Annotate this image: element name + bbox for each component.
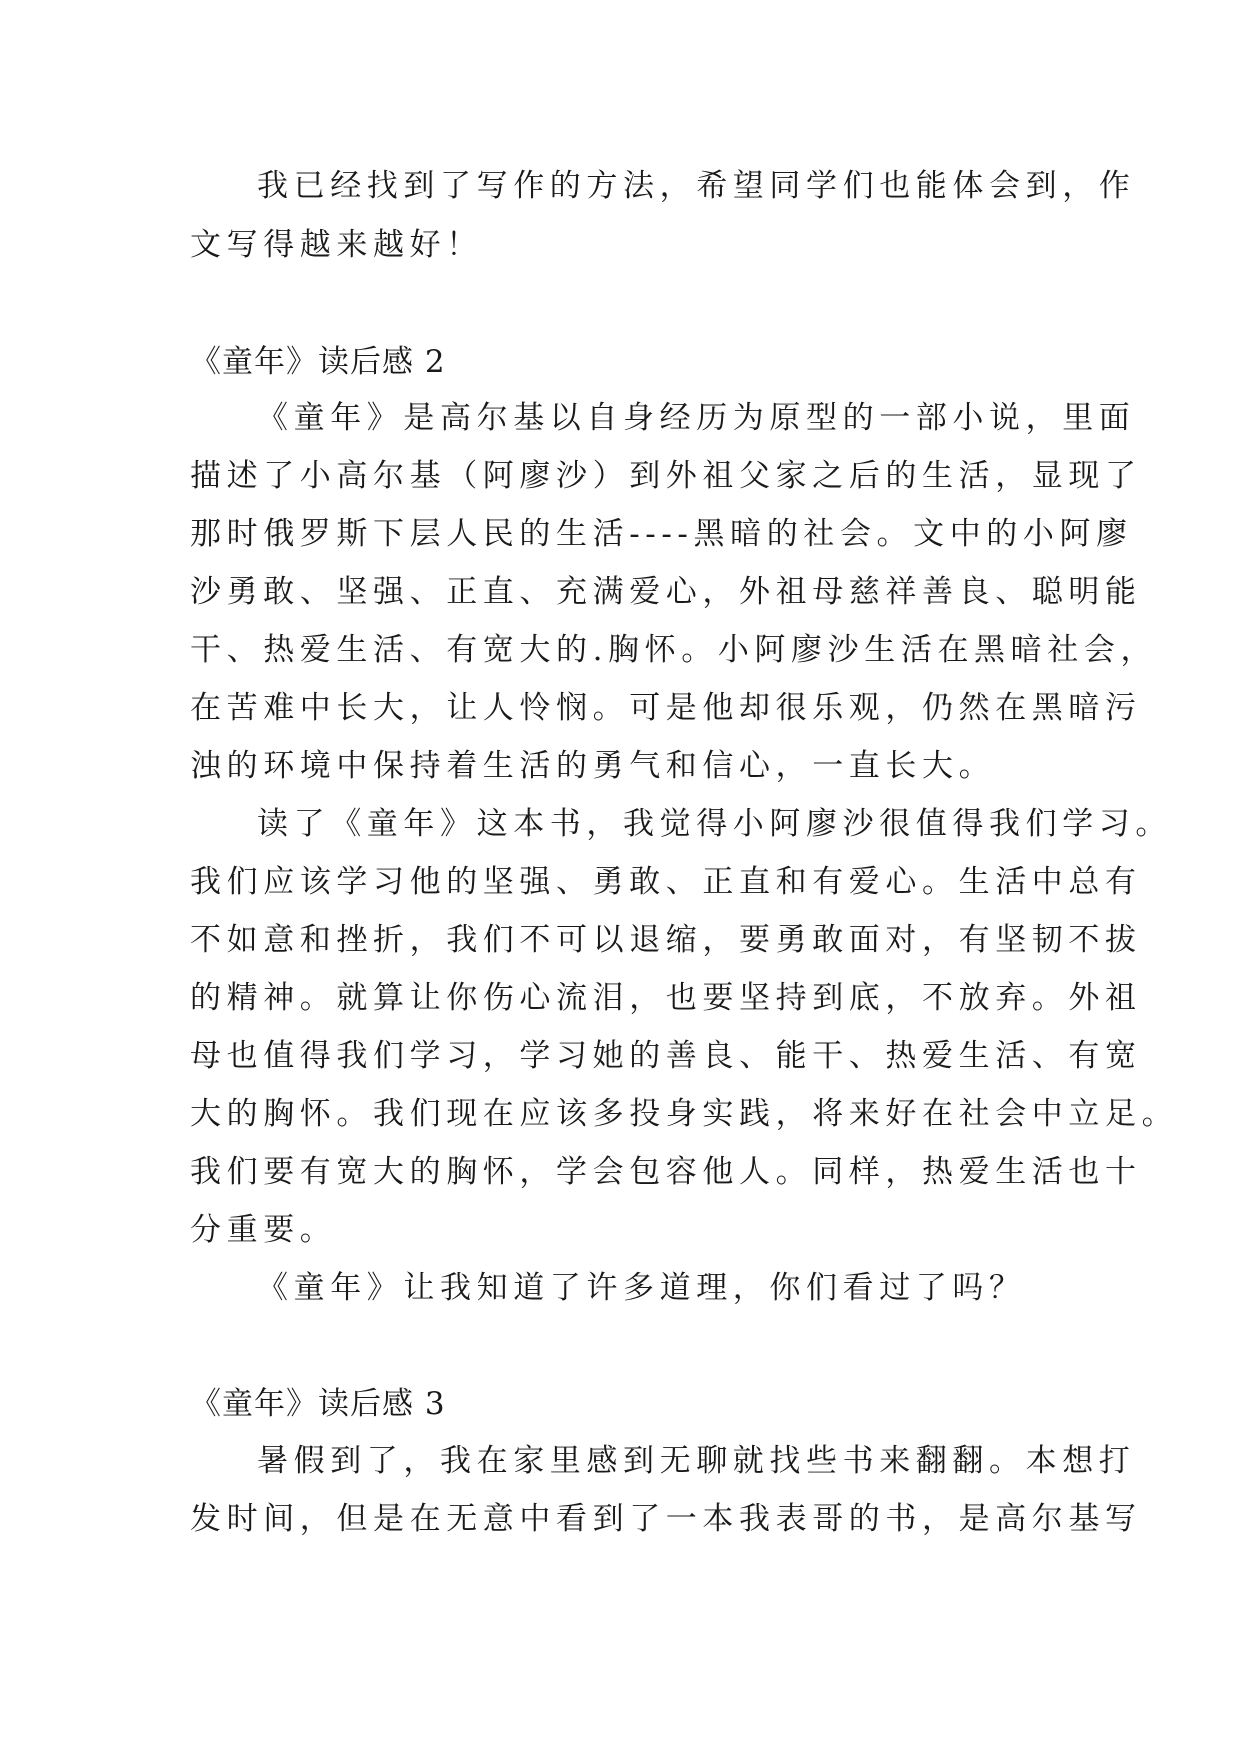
paragraph-line: 大的胸怀。我们现在应该多投身实践，将来好在社会中立足。 bbox=[190, 1096, 1179, 1132]
paragraph-line: 的精神。就算让你伤心流泪，也要坚持到底，不放弃。外祖 bbox=[190, 980, 1142, 1016]
paragraph-line: 《童年》让我知道了许多道理，你们看过了吗？ bbox=[257, 1270, 1026, 1306]
paragraph-line: 描述了小高尔基（阿廖沙）到外祖父家之后的生活，显现了 bbox=[190, 458, 1142, 494]
paragraph-line: 文写得越来越好！ bbox=[190, 227, 483, 263]
paragraph-line: 沙勇敢、坚强、正直、充满爱心，外祖母慈祥善良、聪明能 bbox=[190, 574, 1142, 610]
section-heading: 《童年》读后感 3 bbox=[190, 1386, 446, 1422]
paragraph-line: 浊的环境中保持着生活的勇气和信心，一直长大。 bbox=[190, 748, 996, 784]
paragraph-line: 母也值得我们学习，学习她的善良、能干、热爱生活、有宽 bbox=[190, 1038, 1142, 1074]
paragraph-line: 发时间，但是在无意中看到了一本我表哥的书，是高尔基写 bbox=[190, 1501, 1142, 1537]
paragraph-line: 分重要。 bbox=[190, 1212, 337, 1248]
paragraph-line: 那时俄罗斯下层人民的生活----黑暗的社会。文中的小阿廖 bbox=[190, 516, 1133, 552]
section-heading: 《童年》读后感 2 bbox=[190, 344, 446, 380]
paragraph-line: 干、热爱生活、有宽大的.胸怀。小阿廖沙生活在黑暗社会， bbox=[190, 632, 1158, 668]
paragraph-line: 《童年》是高尔基以自身经历为原型的一部小说，里面 bbox=[257, 400, 1136, 436]
paragraph-line: 暑假到了，我在家里感到无聊就找些书来翻翻。本想打 bbox=[257, 1443, 1136, 1479]
paragraph-line: 我们要有宽大的胸怀，学会包容他人。同样，热爱生活也十 bbox=[190, 1154, 1142, 1190]
paragraph-line: 在苦难中长大，让人怜悯。可是他却很乐观，仍然在黑暗污 bbox=[190, 690, 1142, 726]
paragraph-line: 我已经找到了写作的方法，希望同学们也能体会到，作 bbox=[257, 168, 1136, 204]
paragraph-line: 不如意和挫折，我们不可以退缩，要勇敢面对，有坚韧不拔 bbox=[190, 922, 1142, 958]
paragraph-line: 读了《童年》这本书，我觉得小阿廖沙很值得我们学习。 bbox=[257, 806, 1172, 842]
paragraph-line: 我们应该学习他的坚强、勇敢、正直和有爱心。生活中总有 bbox=[190, 864, 1142, 900]
